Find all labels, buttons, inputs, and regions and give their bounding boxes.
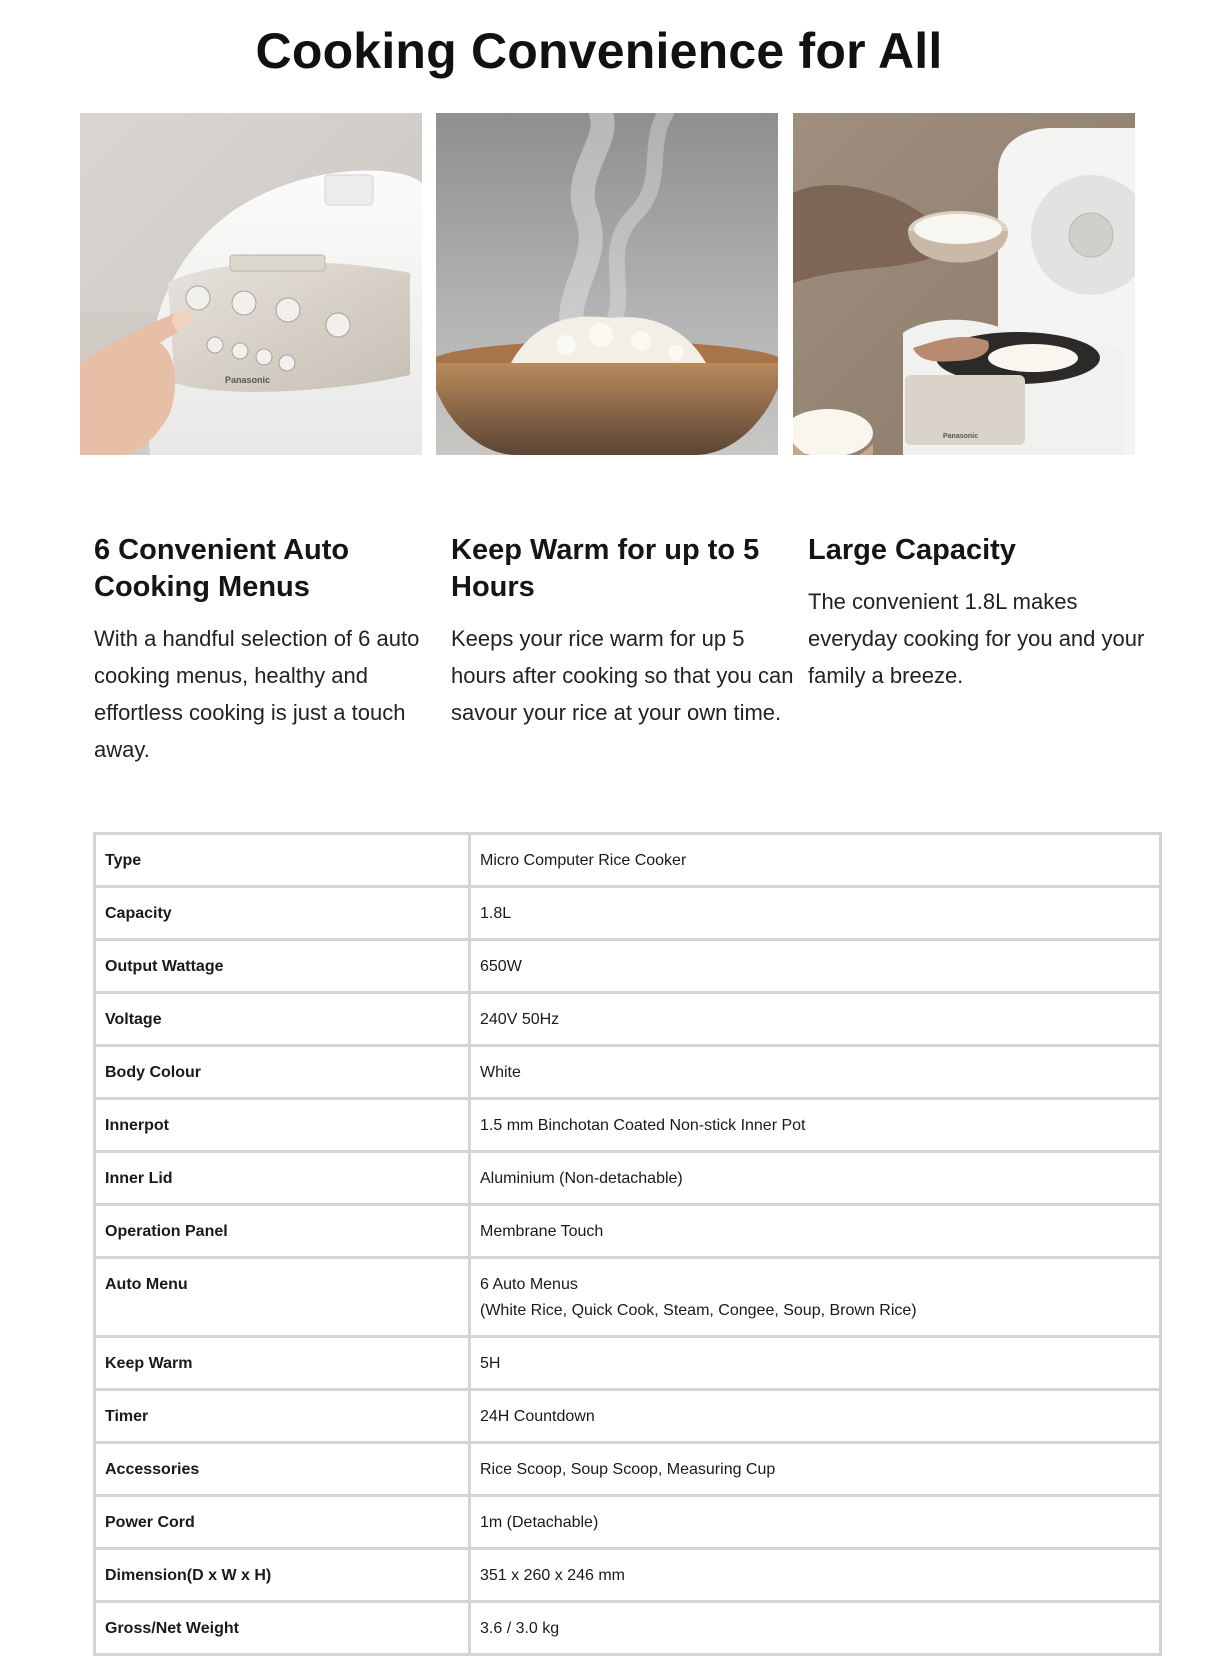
spec-value: 1.5 mm Binchotan Coated Non-stick Inner Pot [471, 1100, 1159, 1150]
spec-value: 1m (Detachable) [471, 1497, 1159, 1547]
spec-label: Capacity [96, 888, 468, 938]
control-panel-photo [80, 113, 422, 455]
feature-auto-menus [94, 532, 439, 768]
spec-value: 351 x 260 x 246 mm [471, 1550, 1159, 1600]
table-row [96, 1550, 1159, 1600]
spec-label: Innerpot [96, 1100, 468, 1150]
table-row [96, 1206, 1159, 1256]
spec-value: 3.6 / 3.0 kg [471, 1603, 1159, 1653]
spec-value: 5H [471, 1338, 1159, 1388]
table-row [96, 1100, 1159, 1150]
table-row [96, 1338, 1159, 1388]
spec-value: Rice Scoop, Soup Scoop, Measuring Cup [471, 1444, 1159, 1494]
panasonic-logo: Panasonic [225, 375, 271, 385]
feature-heading: Large Capacity [808, 534, 1016, 566]
table-row [96, 994, 1159, 1044]
table-row [96, 1603, 1159, 1653]
spec-label: Power Cord [96, 1497, 468, 1547]
spec-value: 650W [471, 941, 1159, 991]
spec-value: 1.8L [471, 888, 1159, 938]
table-row [96, 835, 1159, 885]
panasonic-logo: Panasonic [943, 433, 979, 440]
feature-body: The convenient 1.8L makes everyday cooking for you and your family a breeze. [808, 589, 1145, 688]
spec-value: Membrane Touch [471, 1206, 1159, 1256]
table-row [96, 1497, 1159, 1547]
spec-label: Operation Panel [96, 1206, 468, 1256]
spec-label: Body Colour [96, 1047, 468, 1097]
spec-label: Dimension(D x W x H) [96, 1550, 468, 1600]
spec-label: Accessories [96, 1444, 468, 1494]
feature-large-capacity [808, 532, 1153, 694]
spec-value: Micro Computer Rice Cooker [471, 835, 1159, 885]
spec-value: 24H Countdown [471, 1391, 1159, 1441]
steaming-rice-photo [436, 113, 778, 455]
table-row [96, 1444, 1159, 1494]
page-title: Cooking Convenience for All [255, 23, 943, 79]
serving-rice-photo [793, 113, 1135, 455]
feature-body: Keeps your rice warm for up 5 hours after cooking so that you can savour your rice at your own time. [451, 626, 794, 725]
spec-value: Aluminium (Non-detachable) [471, 1153, 1159, 1203]
spec-value: 6 Auto Menus [480, 1276, 578, 1293]
table-row [96, 1391, 1159, 1441]
spec-label: Timer [96, 1391, 468, 1441]
spec-value: 240V 50Hz [471, 994, 1159, 1044]
feature-body: With a handful selection of 6 auto cooking menus, healthy and effortless cooking is just a touch away. [94, 626, 420, 762]
spec-table [93, 832, 1162, 1656]
spec-label: Output Wattage [96, 941, 468, 991]
feature-heading: 6 Convenient Auto Cooking Menus [94, 534, 350, 603]
table-row [96, 1153, 1159, 1203]
spec-value-multiline [471, 1259, 1159, 1335]
spec-value-line2: (White Rice, Quick Cook, Steam, Congee, Soup, Brown Rice) [480, 1302, 917, 1319]
table-row [96, 888, 1159, 938]
feature-heading: Keep Warm for up to 5 Hours [451, 534, 760, 603]
spec-value: White [471, 1047, 1159, 1097]
feature-keep-warm [451, 532, 796, 731]
spec-label: Auto Menu [96, 1259, 468, 1335]
spec-label: Keep Warm [96, 1338, 468, 1388]
spec-label: Voltage [96, 994, 468, 1044]
spec-label: Inner Lid [96, 1153, 468, 1203]
table-row [96, 941, 1159, 991]
spec-label: Type [96, 835, 468, 885]
spec-label: Gross/Net Weight [96, 1603, 468, 1653]
table-row [96, 1259, 1159, 1335]
table-row [96, 1047, 1159, 1097]
